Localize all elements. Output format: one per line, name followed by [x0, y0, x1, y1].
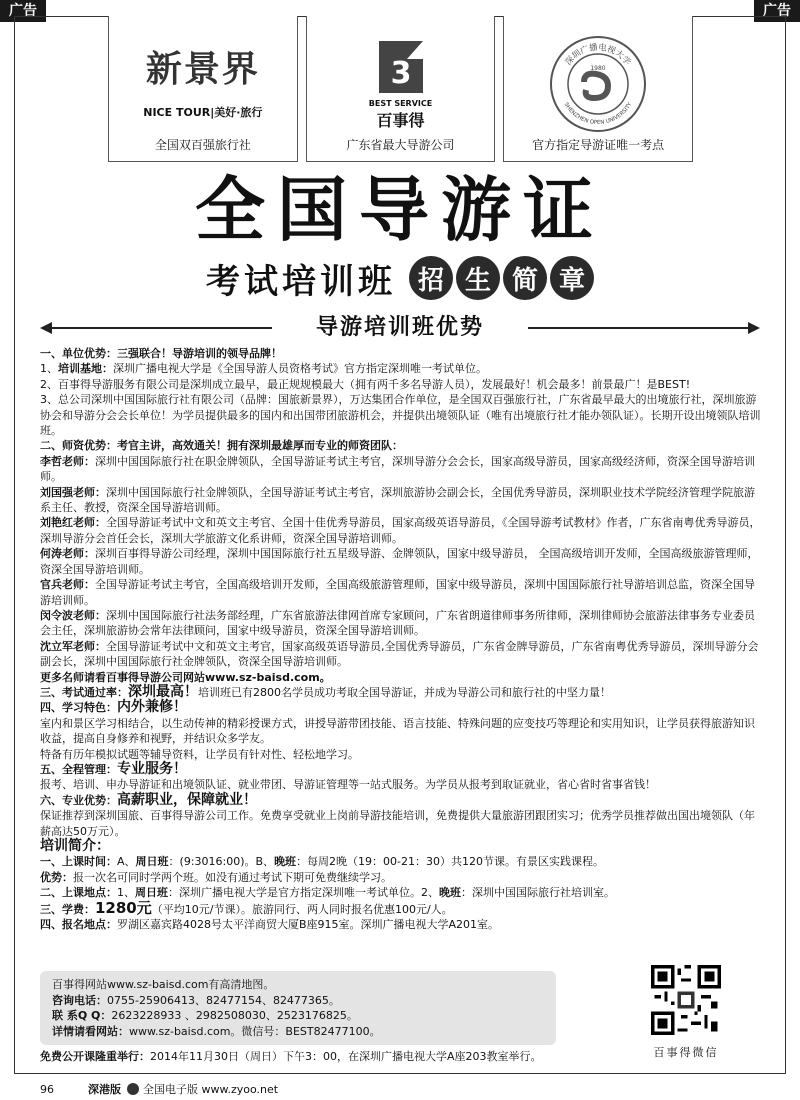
- s1-item-2: 2、百事得导游服务有限公司是深圳成立最早，最正规规模最大（拥有两千多名导游人员），发展最好！机会最多！前景最广！是BEST!: [40, 377, 691, 391]
- badge-char: 生: [456, 256, 500, 300]
- contact-more: 详情请看网站：www.sz-baisd.com。微信号：BEST82477100。: [52, 1024, 381, 1038]
- best-service-mark: 3: [390, 56, 411, 91]
- page-footer: [40, 1081, 278, 1097]
- teacher-item: 刘艳红老师：全国导游证考试中文和英文主考官、全国十佳优秀导游员，国家高级英语导游员，《全国导游考试教材》作者，广东省南粤优秀导游员，深圳导游分会首任会长，深圳大学旅游文化系讲师，资深全国导游培训师。: [40, 516, 761, 545]
- site-url: 全国电子版 www.zyoo.net: [143, 1083, 279, 1096]
- nice-tour-logo-text: 新景界: [145, 49, 260, 90]
- arrow-right-icon: [748, 322, 760, 334]
- teacher-item: 沈立军老师：全国导游证考试中文和英文主考官，国家高级英语导游员,全国优秀导游员，广东省金牌导游员，广东省南粤优秀导游员，深圳导游分会副会长，深圳中国国际旅行社金牌领队，资深全国导游培训师。: [40, 639, 759, 669]
- s5-p1: 报考、培训、申办导游证和出境领队证、就业带团、导游证管理等一站式服务。为学员从报考到取证就业，省心省时省事省钱！: [40, 778, 656, 792]
- nice-tour-logo-en: NICE TOUR|美好·旅行: [143, 106, 263, 119]
- logo-caption: 全国双百强旅行社: [154, 138, 251, 152]
- logo-caption: 广东省最大导游公司: [346, 138, 455, 152]
- badge-char: 招: [409, 256, 453, 300]
- training-place: 二、上课地点：1、周日班：深圳广播电视大学是官方指定深圳唯一考试单位。2、晚班：深圳中国国际旅行社培训室。: [40, 886, 615, 900]
- training-signup: 四、报名地点：罗湖区嘉宾路4028号太平洋商贸大厦B座915室。深圳广播电视大学A201室。: [40, 918, 500, 932]
- s1-item-1: 1、培训基地：深圳广播电视大学是《全国导游人员资格考试》官方指定深圳唯一考试单位。: [40, 362, 487, 376]
- subtitle-row: [0, 254, 800, 302]
- qr-code-icon: [651, 965, 721, 1035]
- s4-p2: 特备有历年模拟试题等辅导资料，让学员有针对性、轻松地学习。: [40, 747, 359, 761]
- s4-heading: 四、学习特色：内外兼修！: [40, 699, 187, 716]
- free-class-line: 免费公开课隆重举行：2014年11月30日（周日）下午3：00，在深圳广播电视大学A座203教室举行。: [40, 1050, 542, 1063]
- seal-en: SHENZHEN OPEN UNIVERSITY: [562, 101, 634, 127]
- section-heading: 导游培训班优势: [315, 315, 484, 340]
- s3-line: 三、考试通过率：深圳最高！培训班已有2800名学员成功考取全国导游证，并成为导游公司和旅行社的中坚力量！: [40, 683, 611, 700]
- best-service-en: BEST SERVICE: [368, 99, 433, 108]
- training-fee: 三、学费：1280元（平均10元/节课）。旅游同行、两人同时报名优惠100元/人。: [40, 898, 453, 917]
- training-title: 培训简介：: [40, 838, 110, 854]
- logo-best-service: [306, 16, 496, 162]
- main-title: 全国导游证: [195, 168, 605, 251]
- seal-year: 1980: [590, 65, 606, 72]
- main-content: [40, 346, 762, 932]
- qr-caption: 百事得微信: [653, 1046, 719, 1059]
- divider-line: [528, 327, 750, 329]
- contact-qq: 联 系Q Q：2623228933 、2982508030、2523176825。: [52, 1009, 358, 1022]
- s1-item-3: 3、总公司深圳中国国际旅行社有限公司（品牌：国旅新景界），万达集团合作单位，是全国双百强旅行社，广东省最早最大的出境旅行社，深圳旅游协会和导游分会会长单位！为学员提供最多的国内和出国带团旅游机会，并提供出境领队证（唯有出境旅行社才能办领队证）。长期开设出境领队培训班。: [40, 393, 761, 438]
- edition-label: 深港版: [88, 1083, 121, 1096]
- logo-nice-tour: [108, 16, 298, 162]
- more-teachers: 更多名师请看百事得导游公司网站www.sz-baisd.com。: [40, 670, 331, 684]
- training-time: 一、上课时间：A、周日班：(9:3016:00)。B、晚班：每周2晚（19：00-21：30）共120节课。有景区实践课程。: [40, 855, 605, 869]
- logo-caption: 官方指定导游证唯一考点: [532, 138, 665, 152]
- teacher-item: 刘国强老师：深圳中国国际旅行社金牌领队，全国导游证考试主考官，深圳旅游协会副会长，全国优秀导游员，深圳职业技术学院经济管理学院旅游系主任、教授，资深全国导游培训师。: [40, 485, 755, 515]
- s1-heading: 一、单位优势：三强联合！导游培训的领导品牌！: [40, 347, 282, 360]
- s2-heading: 二、师资优势：考官主讲，高效通关！拥有深圳最雄厚而专业的师资团队：: [40, 439, 403, 453]
- training-advantage: 优势：报一次名可同时学两个班。如没有通过考试下期可免费继续学习。: [40, 870, 392, 884]
- logo-row: [108, 16, 693, 162]
- teacher-item: 官兵老师：全国导游证考试主考官，全国高级培训开发师，全国高级旅游管理师，国家中级导游员，深圳中国国际旅行社导游培训总监，资深全国导游培训师。: [40, 578, 755, 607]
- s5-heading: 五、全程管理：专业服务！: [40, 760, 187, 777]
- university-seal-icon: [548, 34, 648, 134]
- teacher-item: 闵令波老师：深圳中国国际旅行社法务部经理，广东省旅游法律网首席专家顾问，广东省朗道律师事务所律师，深圳律师协会旅游法律事务专业委员会主任，深圳旅游协会常年法律顾问，国家中级导游员，资深全国导游培训师。: [40, 608, 755, 638]
- contact-website-line: 百事得网站www.sz-baisd.com有高清地图。: [52, 978, 275, 991]
- contact-box: [40, 971, 556, 1045]
- ad-tag-right: 广告: [754, 0, 800, 22]
- ad-tag-left: 广告: [0, 0, 46, 22]
- s4-p1: 室内和景区学习相结合，以生动传神的精彩授课方式，讲授导游带团技能、语言技能、特殊问题的应变技巧等理论和实用知识，让学员获得旅游知识收益，提高自身修养和视野，并结识众多学友。: [40, 716, 755, 746]
- section-heading-row: [40, 312, 760, 344]
- page-number: 96: [40, 1082, 54, 1096]
- contact-phone: 咨询电话：0755-25906413、82477154、82477365。: [52, 993, 340, 1007]
- logo-open-university: [503, 16, 693, 162]
- edition-dot-icon: [127, 1083, 139, 1095]
- best-service-zh: 百事得: [376, 111, 425, 130]
- teacher-item: 李哲老师：深圳中国国际旅行社在职金牌领队，全国导游证考试主考官，深圳导游分会会长，国家高级导游员，国家高级经济师，资深全国导游培训师。: [40, 454, 755, 484]
- s6-heading: 六、专业优势：高薪职业，保障就业！: [40, 791, 257, 808]
- seal-text: 深圳广播电视大学: [563, 42, 633, 68]
- svg-text:深圳广播电视大学: [564, 42, 634, 68]
- subtitle: 考试培训班: [206, 261, 396, 302]
- divider-line: [50, 327, 272, 329]
- badge-char: 简: [503, 256, 547, 300]
- badge-char: 章: [550, 256, 594, 300]
- best-service-logo-icon: [373, 37, 429, 97]
- s6-p1: 保证推荐到深圳国旅、百事得导游公司工作。免费享受就业上岗前导游技能培训，免费提供大量旅游团跟团实习；优秀学员推荐做出国出境领队（年薪高达50万元）。: [40, 809, 755, 838]
- teacher-item: 何涛老师：深圳百事得导游公司经理，深圳中国国际旅行社五星级导游、金牌领队，国家中级导游员， 全国高级培训开发师，全国高级旅游管理师，资深全国导游培训师。: [40, 547, 759, 576]
